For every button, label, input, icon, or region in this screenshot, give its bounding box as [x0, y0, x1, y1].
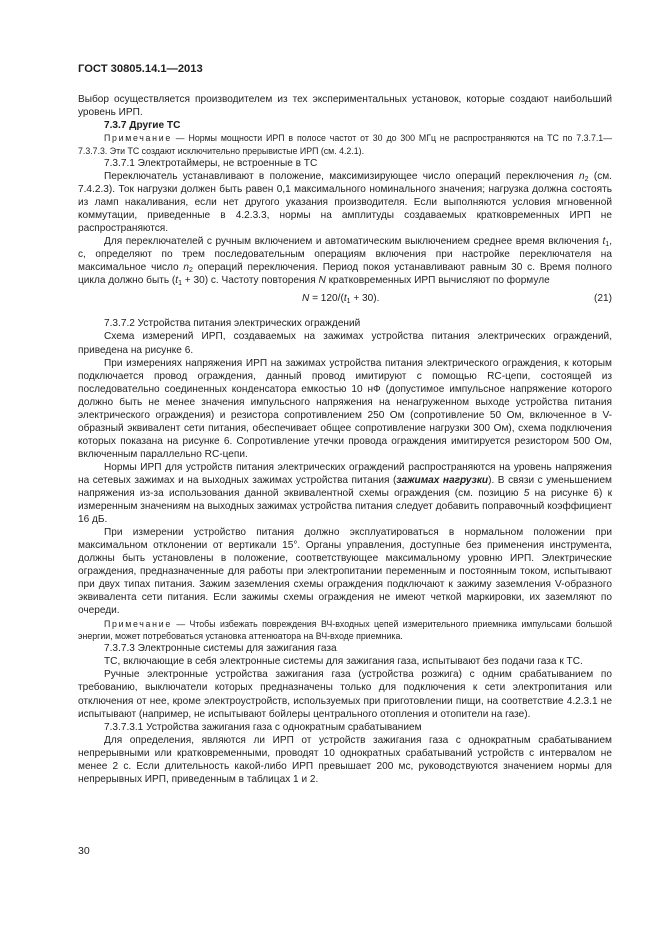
note-1	[78, 132, 612, 157]
paragraph: Переключатель устанавливают в положение, максимизирующее число операций переключения $n_2$ (см. 7.4.2.3). Ток нагрузки должен быть равен 0,1 максимального номинального значения; нагрузка должна состоять из ламп накаливания, если нет другого указания производителя. Если выполняются условия мгновенной коммутации, приведенные в 4.2.3.3, нормы на амплитуды создаваемых кратковременных ИРП не распространяются.	[78, 171, 612, 235]
page-number: 30	[78, 845, 90, 857]
document-header: ГОСТ 30805.14.1—2013	[78, 63, 203, 75]
paragraph: При измерении устройство питания должно эксплуатироваться в нормальном положении при максимальном отклонении от вертикали 15°. Органы управления, доступные без применения инструмента, должны быть установлены в положение, соответствующее максимальному уровню ИРП. Электрические ограждения, предназначенные для работы при электропитании переменным и постоянным током, испытывают при двух типах питания. Зажим заземления схемы ограждения подключают к зажиму заземления V-образного эквивалента сети питания. Если зажимы схемы ограждения не имеют четкой маркировки, их заземляют по очереди.	[78, 527, 612, 617]
paragraph: Нормы ИРП для устройств питания электрических ограждений распространяются на уровень напряжения на сетевых зажимах и на выходных зажимах устройства питания (зажимах нагрузки). В связи с уменьшением напряжения из-за использования данной эквивалентной схемы ограждения (см. позицию 5 на рисунке 6) к измеренным значениям на выходных зажимах устройства питания следует добавить поправочный коэффициент 16 дБ.	[78, 461, 612, 526]
paragraph: ТС, включающие в себя электронные системы для зажигания газа, испытывают без подачи газа к ТС.	[104, 656, 583, 668]
note-label: Примечание	[104, 133, 172, 144]
document-body	[78, 93, 612, 786]
paragraph: При измерениях напряжения ИРП на зажимах устройства питания электрического ограждения, к которым подключается провод ограждения, данный провод имитируют с помощью RC-цепи, состоящей из последовательно соединенных конденсатора емкостью 10 нФ (допустимое импульсное напряжение которого должно быть не менее значения импульсного напряжения на ненагруженном выходе устройства питания электрического ограждения) и резистора сопротивлением 250 Ом (сопротивление 50 Ом, включенное в V-образный эквивалент сети питания, обеспечивает общее сопротивление нагрузки 300 Ом), схема подключения которых показана на рисунке 6. Сопротивление утечки провода ограждения имитируется резистором 500 Ом, включенным параллельно RC-цепи.	[78, 357, 612, 460]
note-2	[78, 618, 612, 643]
paragraph: Ручные электронные устройства зажигания газа (устройства розжига) с одним срабатыванием по требованию, выключатели которых предназначены только для подключения к сети электропитания или отключения от нее, кроме электроустройств, используемых при приготовлении пищи, на соответствие 4.2.3.1 не испытывают (например, не испытывают бойлеры центрального отопления и отопители на газе).	[78, 669, 612, 720]
formula-21	[78, 292, 612, 305]
paragraph: Для определения, являются ли ИРП от устройств зажигания газа с однократным срабатыванием непрерывными или кратковременными, проводят 10 однократных срабатываний устройств с интервалом не менее 2 с. Если длительность какой-либо ИРП превышает 200 мс, руководствуются значением нормы для непрерывных ИРП, приведенным в таблицах 1 и 2.	[78, 734, 612, 785]
section-heading-7-3-7: 7.3.7 Другие ТС	[104, 120, 181, 132]
note-label: Примечание	[104, 618, 172, 629]
section-heading-7-3-7-2: 7.3.7.2 Устройства питания электрических ограждений	[104, 318, 361, 330]
formula-expression: $N = 120/(t_1 + 30)$.	[302, 293, 380, 306]
section-heading-7-3-7-3: 7.3.7.3 Электронные системы для зажигания газа	[104, 643, 337, 655]
section-heading-7-3-7-3-1: 7.3.7.3.1 Устройства зажигания газа с однократным срабатыванием	[104, 721, 422, 733]
section-heading-7-3-7-1: 7.3.7.1 Электротаймеры, не встроенные в ТС	[104, 157, 318, 169]
formula-number: (21)	[594, 293, 612, 305]
paragraph: Для переключателей с ручным включением и автоматическим выключением среднее время включения $t_1$, с, определяют по трем последовательным операциям включения при настройке переключателя на максимальное число $n_2$ операций переключения. Период покоя устанавливают равным 30 с. Время полного цикла должно быть $(t_1 + 30)$ с. Частоту повторения N кратковременных ИРП вычисляют по формуле	[78, 236, 612, 288]
paragraph: Схема измерений ИРП, создаваемых на зажимах устройства питания электрических ограждений, приведена на рисунке 6.	[78, 331, 612, 356]
note-text: — Нормы мощности ИРП в полосе частот от 30 до 300 МГц не распространяются на ТС по 7.3.7.1—7.3.7.3. Эти ТС создают исключительно прерывистые ИРП (см. 4.2.1).	[78, 133, 612, 156]
note-text: — Чтобы избежать повреждения ВЧ-входных цепей измерительного приемника импульсами большой энергии, может потребоваться установка аттенюатора на ВЧ-входе приемника.	[78, 618, 612, 641]
paragraph: Выбор осуществляется производителем из тех экспериментальных установок, которые создают наибольший уровень ИРП.	[78, 94, 612, 119]
